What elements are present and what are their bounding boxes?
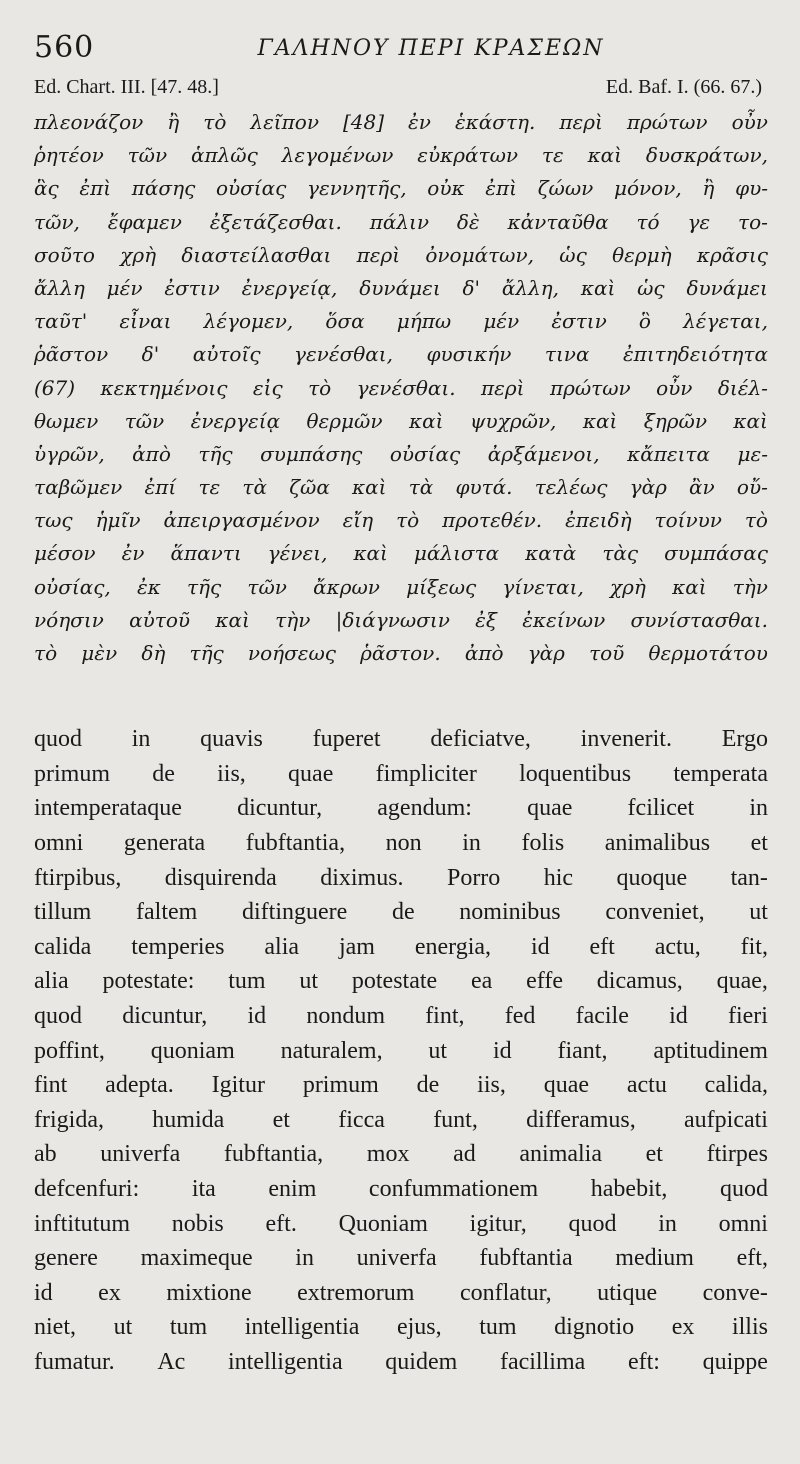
greek-text-line: σοῦτο χρὴ διαστείλασθαι περὶ ὀνομάτων, ὡς θερμὴ κρᾶσις (34, 242, 768, 267)
latin-text-line: fumatur. Ac intelligentia quidem facillima eft: quippe (34, 1348, 768, 1375)
latin-text-line: id ex mixtione extremorum conflatur, utique conve- (34, 1279, 768, 1306)
latin-text-line: intemperataque dicuntur, agendum: quae fcilicet in (34, 795, 768, 822)
greek-text-line: ταβῶμεν ἐπί τε τὰ ζῶα καὶ τὰ φυτά. τελέως γὰρ ἂν οὔ- (34, 475, 768, 500)
greek-text-line: θωμεν τῶν ἐνεργείᾳ θερμῶν καὶ ψυχρῶν, καὶ ξηρῶν καὶ (34, 408, 768, 433)
latin-text-line: poffint, quoniam naturalem, ut id fiant, aptitudinem (34, 1037, 768, 1064)
latin-text-line: fint adepta. Igitur primum de iis, quae actu calida, (34, 1072, 768, 1099)
greek-text-line: ἄλλη μέν ἐστιν ἐνεργείᾳ, δυνάμει δ' ἄλλη, καὶ ὡς δυνάμει (34, 275, 768, 300)
greek-text-line: νόησιν αὐτοῦ καὶ τὴν |διάγνωσιν ἐξ ἐκείνων συνίστασθαι. (34, 607, 768, 632)
latin-text-line: quod in quavis fuperet deficiatve, invenerit. Ergo (34, 726, 768, 753)
greek-text-line: τως ἡμῖν ἀπειργασμένον εἴη τὸ προτεθέν. ἐπειδὴ τοίνυν τὸ (34, 508, 768, 533)
edition-reference-basel: Ed. Baf. I. (66. 67.) (605, 76, 762, 98)
greek-text-line: τὸ μὲν δὴ τῆς νοήσεως ῥᾶστον. ἀπὸ γὰρ τοῦ θερμοτάτου (34, 641, 768, 665)
greek-text-line: πλεονάζον ἢ τὸ λεῖπον [48] ἐν ἑκάστη. περὶ πρώτων οὖν (34, 110, 768, 134)
latin-text-line: tillum faltem diftinguere de nominibus conveniet, ut (34, 899, 768, 926)
greek-text-line: ὑγρῶν, ἀπὸ τῆς συμπάσης οὐσίας ἀρξάμενοι, κἄπειτα με- (34, 441, 768, 466)
greek-text-block (34, 106, 768, 670)
greek-text-line: ἃς ἐπὶ πάσης οὐσίας γεννητῆς, οὐκ ἐπὶ ζώων μόνον, ἢ φυ- (34, 176, 768, 201)
running-head (34, 28, 768, 76)
greek-text-line: ταῦτ' εἶναι λέγομεν, ὅσα μήπω μέν ἐστιν ὃ λέγεται, (34, 309, 768, 334)
latin-text-line: calida temperies alia jam energia, id eft actu, fit, (34, 933, 768, 960)
latin-text-line: quod dicuntur, id nondum fint, fed facile id fieri (34, 1002, 768, 1029)
running-title: ΓΑΛΗΝΟΥ ΠΕΡΙ ΚΡΑΣΕΩΝ (257, 36, 605, 61)
greek-text-line: ῥᾶστον δ' αὐτοῖς γενέσθαι, φυσικήν τινα ἐπιτηδειότητα (34, 342, 768, 367)
latin-text-line: frigida, humida et ficca funt, differamus, aufpicati (34, 1106, 768, 1133)
latin-text-line: inftitutum nobis eft. Quoniam igitur, quod in omni (34, 1210, 768, 1237)
edition-reference-line (34, 76, 768, 104)
edition-reference-chartier: Ed. Chart. III. [47. 48.] (34, 76, 219, 98)
latin-text-line: omni generata fubftantia, non in folis animalibus et (34, 829, 768, 856)
latin-text-line: niet, ut tum intelligentia ejus, tum dignotio ex illis (34, 1314, 768, 1341)
latin-text-line: primum de iis, quae fimpliciter loquentibus temperata (34, 760, 768, 787)
greek-text-line: μέσον ἐν ἅπαντι γένει, καὶ μάλιστα κατὰ τὰς συμπάσας (34, 541, 768, 566)
greek-text-line: οὐσίας, ἐκ τῆς τῶν ἄκρων μίξεως γίνεται, χρὴ καὶ τὴν (34, 574, 768, 599)
greek-text-line: (67) κεκτημένοις εἰς τὸ γενέσθαι. περὶ πρώτων οὖν διέλ- (34, 375, 768, 400)
latin-text-line: genere maximeque in univerfa fubftantia medium eft, (34, 1245, 768, 1272)
latin-text-line: defcenfuri: ita enim confummationem habebit, quod (34, 1175, 768, 1202)
latin-text-line: alia potestate: tum ut potestate ea effe dicamus, quae, (34, 968, 768, 995)
latin-text-block (34, 722, 768, 1379)
greek-text-line: ῥητέον τῶν ἁπλῶς λεγομένων εὐκράτων τε καὶ δυσκράτων, (34, 143, 768, 168)
page-number: 560 (34, 30, 95, 65)
greek-text-line: τῶν, ἔφαμεν ἐξετάζεσθαι. πάλιν δὲ κἀνταῦθα τό γε το- (34, 209, 768, 234)
latin-text-line: ab univerfa fubftantia, mox ad animalia et ftirpes (34, 1141, 768, 1168)
latin-text-line: ftirpibus, disquirenda diximus. Porro hic quoque tan- (34, 864, 768, 891)
